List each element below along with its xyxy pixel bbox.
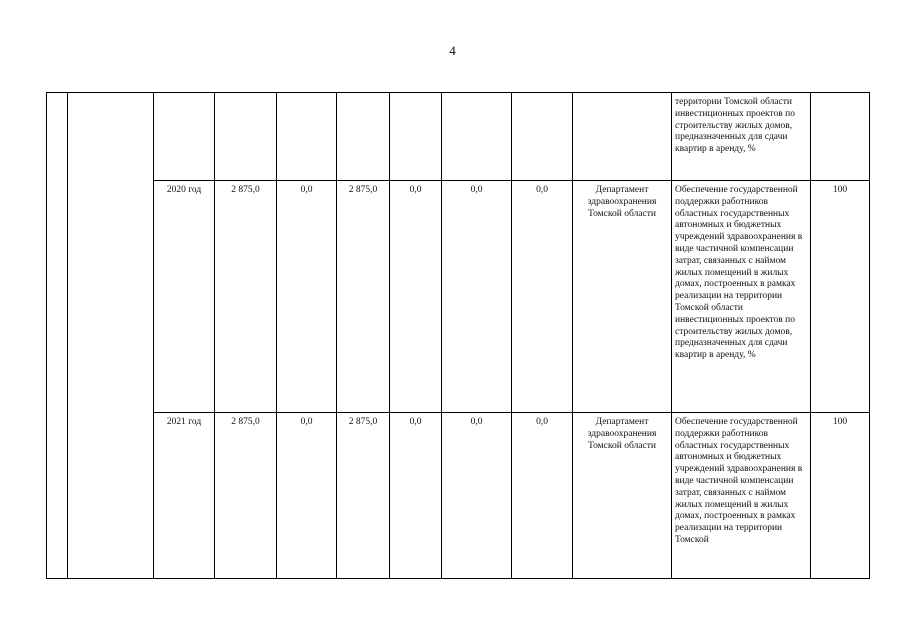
cell-col5: 0,0 [442, 413, 512, 579]
cell-total [215, 93, 277, 181]
cell-col6: 0,0 [512, 181, 573, 413]
cell-indicator-continuation: территории Томской области инвестиционных проектов по строительству жилых домов, предназначенных для сдачи квартир в аренду, % [672, 93, 811, 181]
cell-col6 [512, 93, 573, 181]
cell-col6: 0,0 [512, 413, 573, 579]
table-row [47, 413, 870, 579]
cell-col3: 2 875,0 [337, 413, 390, 579]
page-number: 4 [449, 43, 456, 58]
cell-col2: 0,0 [277, 413, 337, 579]
cell-col5: 0,0 [442, 181, 512, 413]
cell-year: 2020 год [154, 181, 215, 413]
cell-col4: 0,0 [390, 181, 442, 413]
cell-col5 [442, 93, 512, 181]
cell-number [47, 93, 68, 579]
table-row-continuation [47, 93, 870, 181]
cell-department: Департамент здравоохранения Томской области [573, 181, 672, 413]
cell-col3: 2 875,0 [337, 181, 390, 413]
cell-task [68, 93, 154, 579]
cell-indicator-text: Обеспечение государственной поддержки работников областных государственных автономных и бюджетных учреждений здравоохранения в виде частичной компенсации затрат, связанных с наймом жилых помещений в жилых домах, построенных в рамках реализации на территории Томской [675, 417, 803, 545]
cell-total: 2 875,0 [215, 413, 277, 579]
cell-col2 [277, 93, 337, 181]
cell-total: 2 875,0 [215, 181, 277, 413]
program-table [46, 92, 870, 579]
cell-department: Департамент здравоохранения Томской области [573, 413, 672, 579]
cell-indicator [672, 413, 811, 579]
cell-col2: 0,0 [277, 181, 337, 413]
cell-year: 2021 год [154, 413, 215, 579]
cell-value [811, 93, 870, 181]
cell-value: 100 [811, 413, 870, 579]
table-row [47, 181, 870, 413]
cell-col3 [337, 93, 390, 181]
cell-col4 [390, 93, 442, 181]
cell-department [573, 93, 672, 181]
cell-indicator: Обеспечение государственной поддержки работников областных государственных автономных и бюджетных учреждений здравоохранения в виде частичной компенсации затрат, связанных с наймом жилых помещений в жилых домах, построенных в рамках реализации на территории Томской области инвестиционных проектов по строительству жилых домов, предназначенных для сдачи квартир в аренду, % [672, 181, 811, 413]
cell-value: 100 [811, 181, 870, 413]
cell-col4: 0,0 [390, 413, 442, 579]
cell-year [154, 93, 215, 181]
